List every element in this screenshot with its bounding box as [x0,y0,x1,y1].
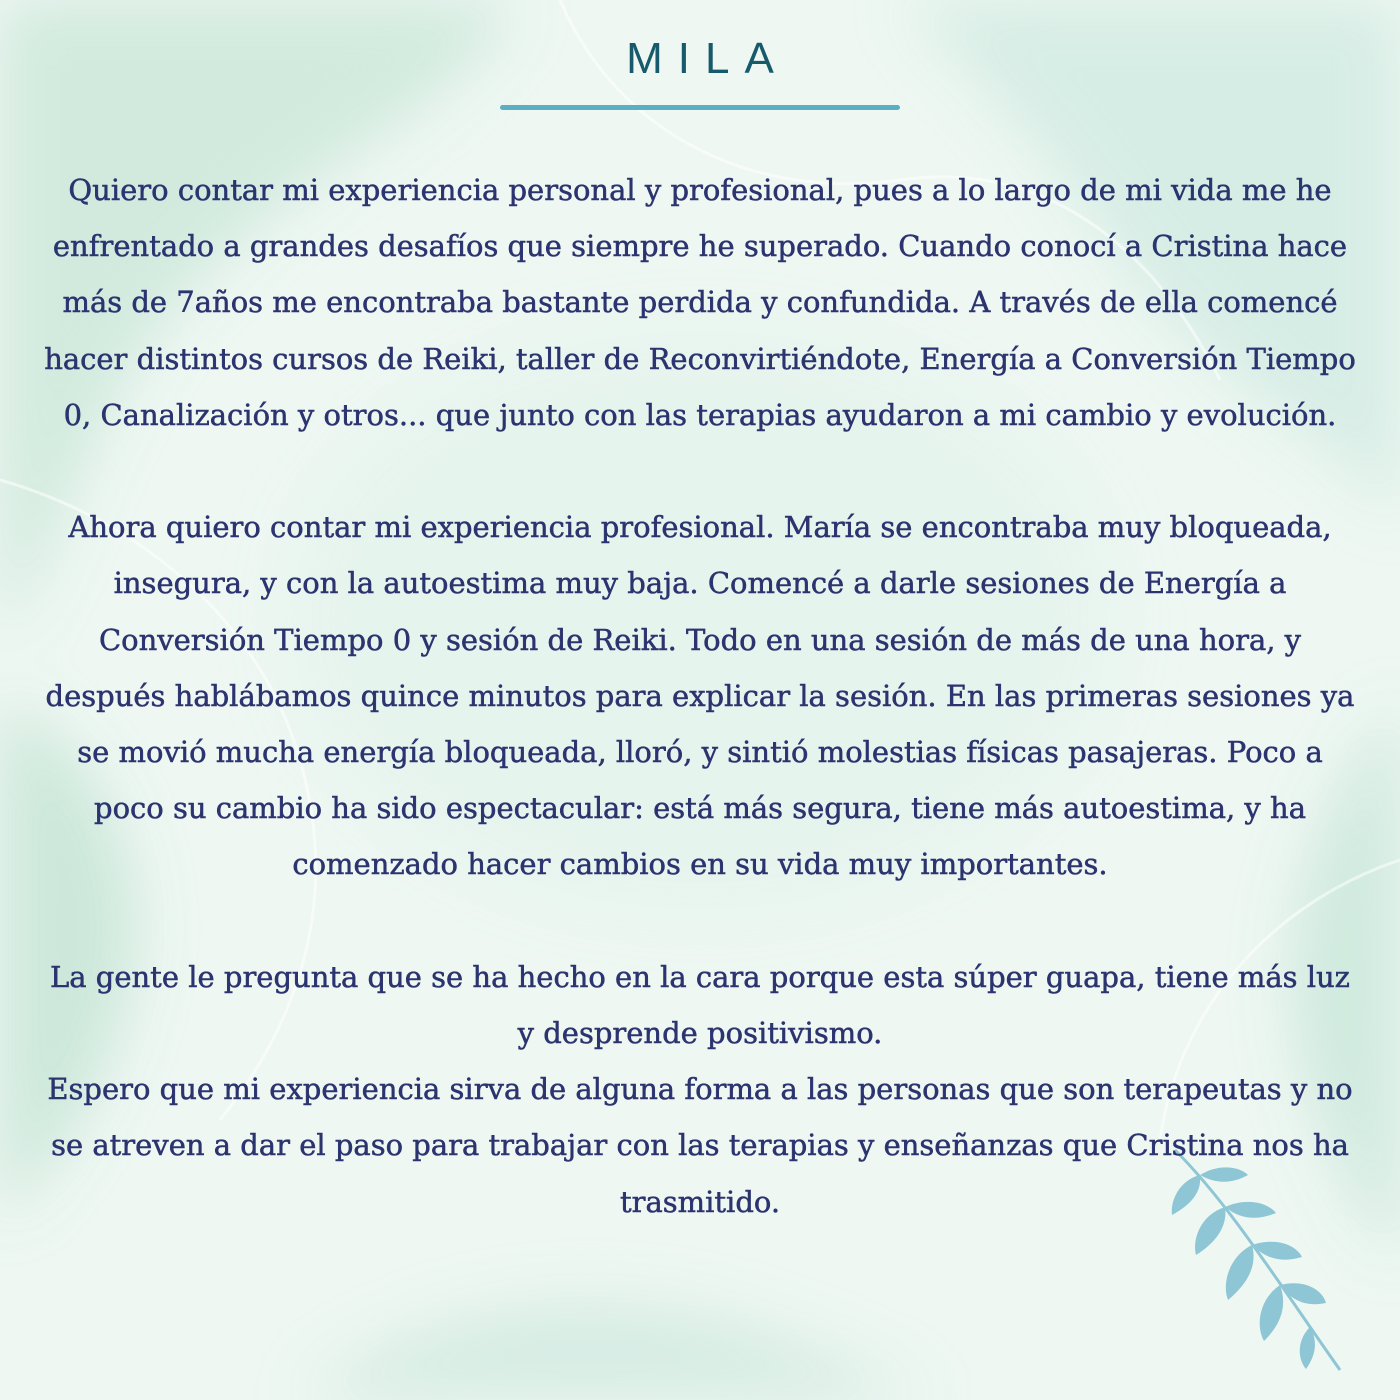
page-title: MILA [626,34,789,83]
paragraph-spacer [40,443,1360,499]
paragraph-1: Quiero contar mi experiencia personal y profesional, pues a lo largo de mi vida me he enfrentado a grandes desafíos que siempre he superado. Cuando conocí a Cristina hace más de 7años me encontraba bastante perdida y confundida. A través de ella comencé hacer distintos cursos de Reiki, taller de Reconvirtiéndote, Energía a Conversión Tiempo 0, Canalización y otros... que junto con las terapias ayudaron a mi cambio y evolución. [44,173,1356,432]
paragraph-3: La gente le pregunta que se ha hecho en la cara porque esta súper guapa, tiene más luz y desprende positivismo. [50,959,1350,1051]
paragraph-2: Ahora quiero contar mi experiencia profesional. María se encontraba muy bloqueada, insegura, y con la autoestima muy baja. Comencé a darle sesiones de Energía a Conversión Tiempo 0 y sesión de Reiki. Todo en una sesión de más de una hora, y después hablábamos quince minutos para explicar la sesión. En las primeras sesiones ya se movió mucha energía bloqueada, lloró, y sintió molestias físicas pasajeras. Poco a poco su cambio ha sido espectacular: está más segura, tiene más autoestima, y ha comenzado hacer cambios en su vida muy importantes. [45,510,1355,882]
title-underline [500,105,900,110]
paragraph-spacer [40,893,1360,949]
paragraph-4: Espero que mi experiencia sirva de alguna forma a las personas que son terapeutas y no se atreven a dar el paso para trabajar con las terapias y enseñanzas que Cristina nos ha trasmitido. [47,1072,1353,1219]
testimonial-body [40,162,1360,1230]
